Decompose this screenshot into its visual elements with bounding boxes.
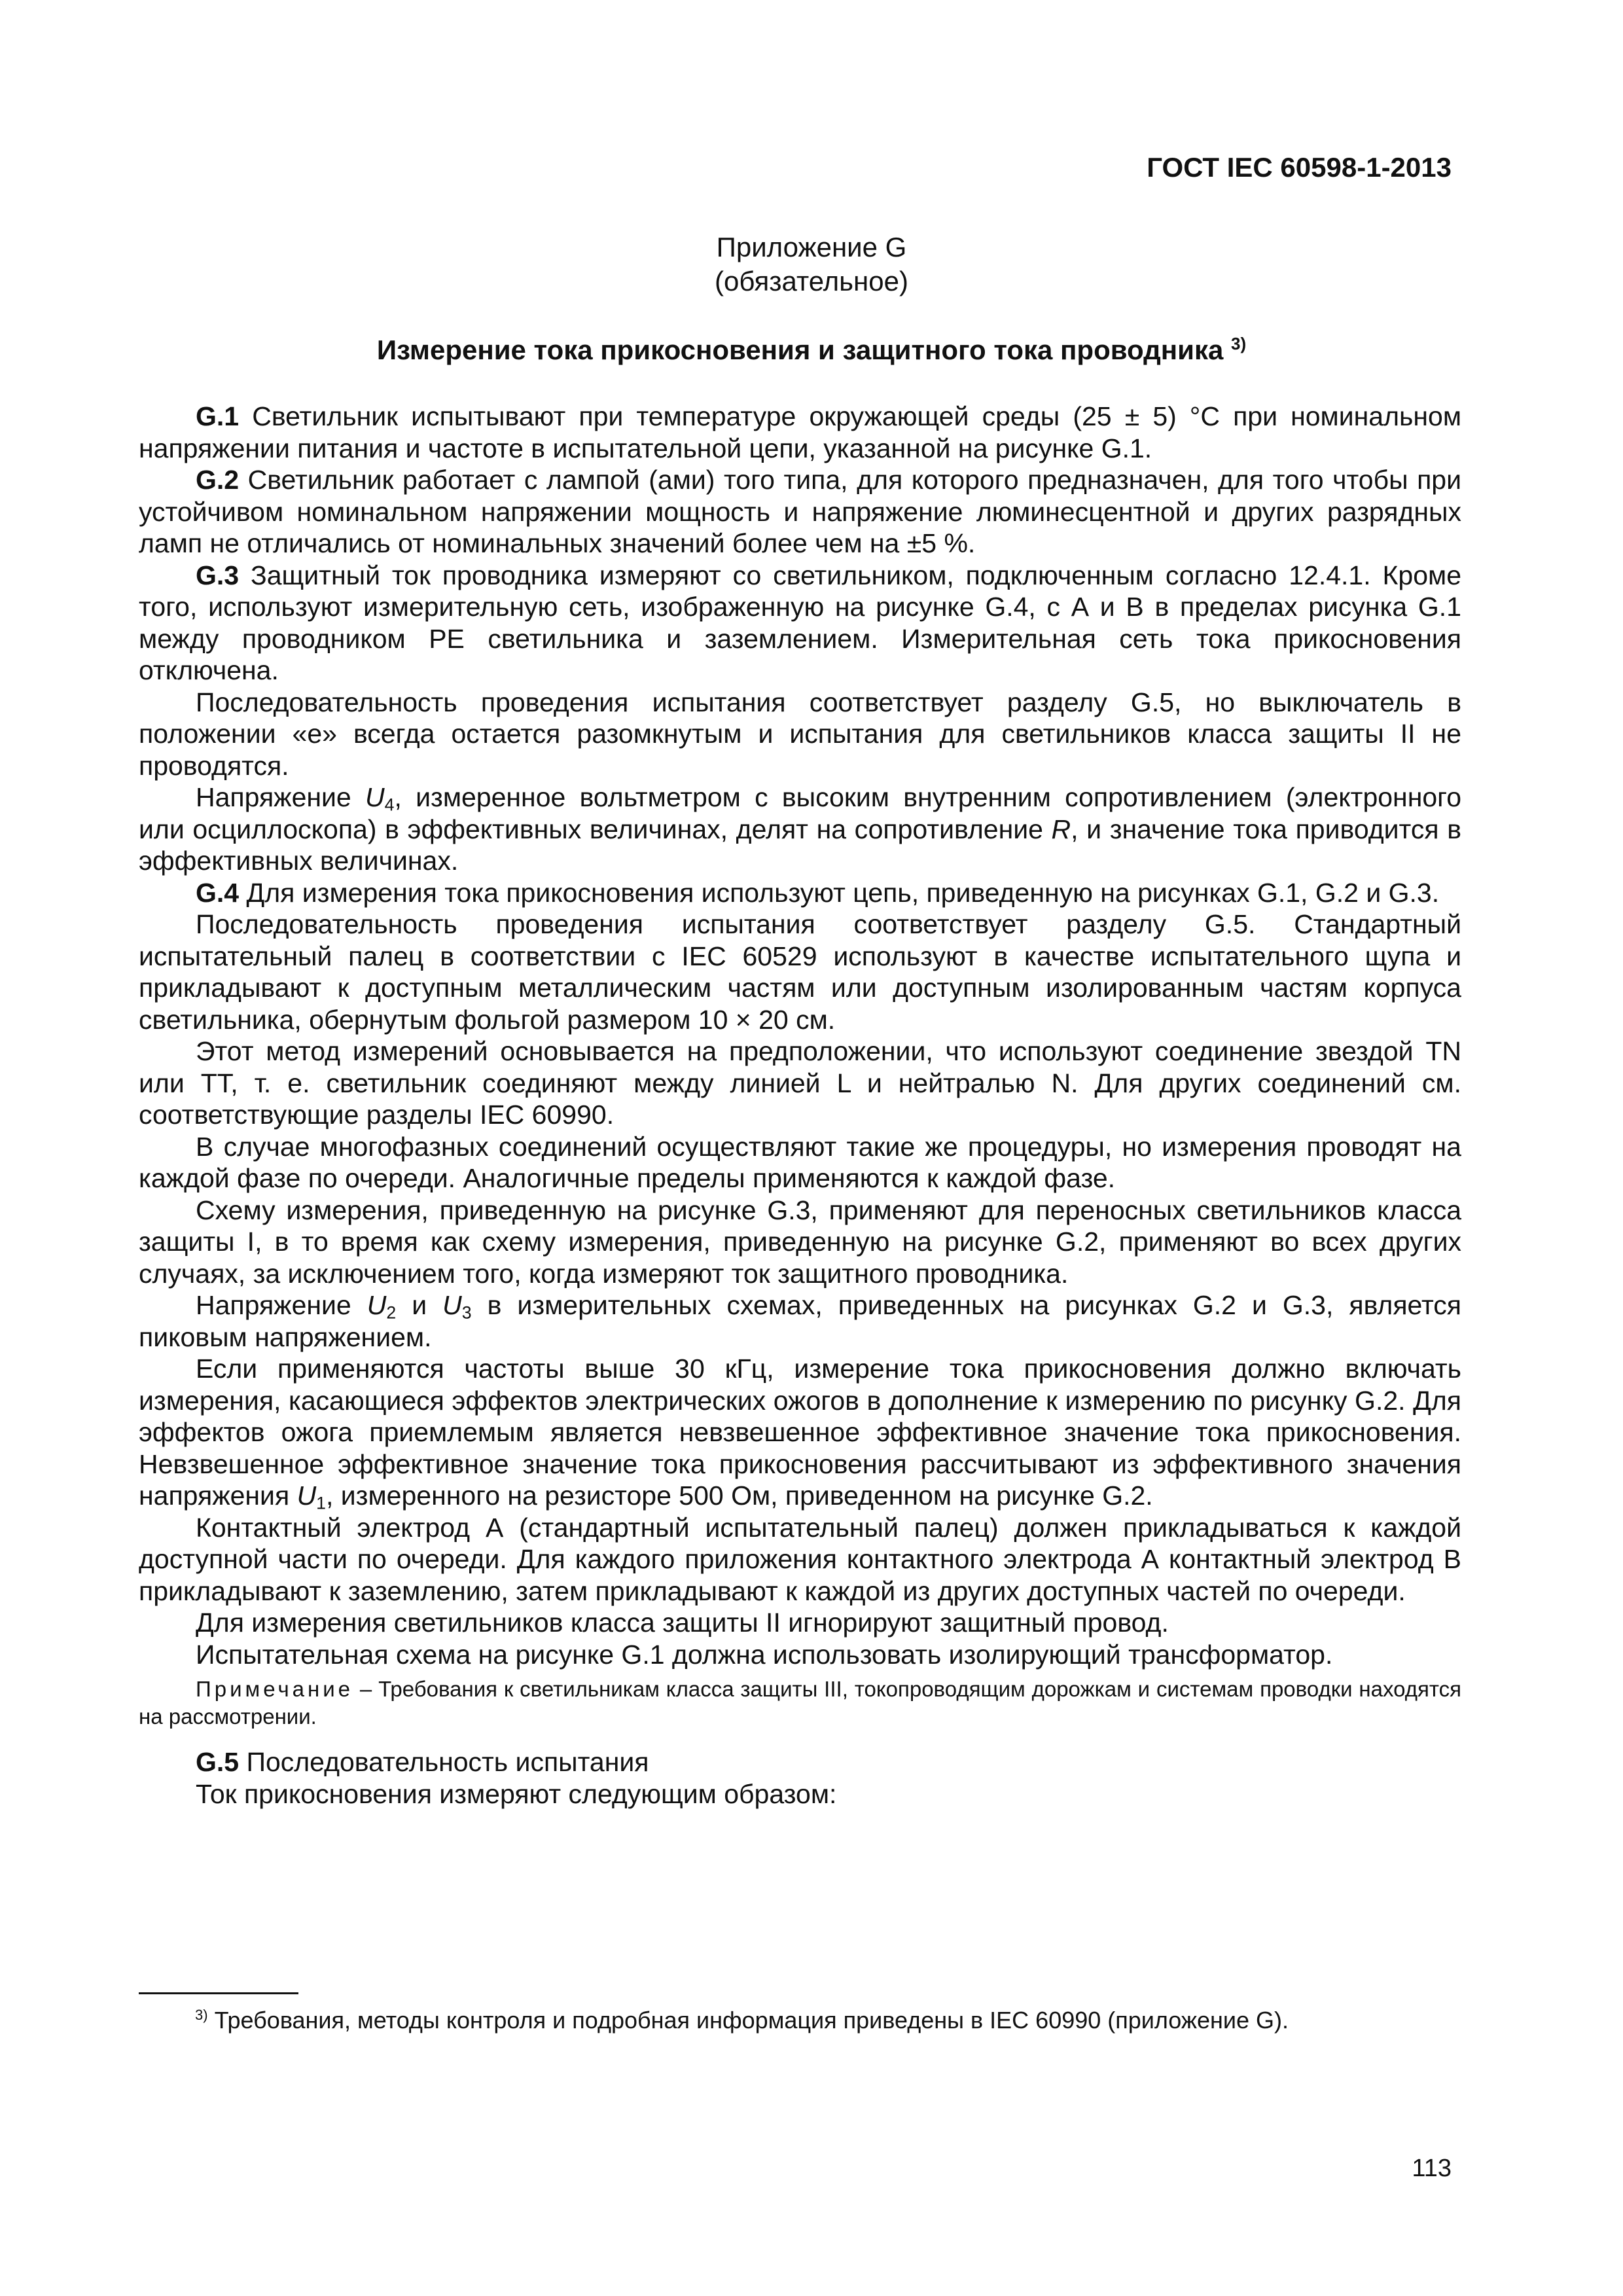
text-run: и xyxy=(396,1290,443,1320)
annex-body xyxy=(139,401,1461,1810)
clause-g5 xyxy=(139,1746,1461,1778)
math-variable: U xyxy=(442,1290,462,1320)
math-variable: R xyxy=(1051,814,1071,844)
clause-number: G.3 xyxy=(196,560,240,590)
paragraph xyxy=(139,781,1461,877)
paragraph: Контактный электрод А (стандартный испытательный палец) должен прикладываться к каждой доступной части по очереди. Для каждого приложения контактного электрода А контактный электрод В прикладывают к заземлению, затем прикладывают к каждой из других доступных частей по очереди. xyxy=(139,1512,1461,1606)
annex-subject xyxy=(0,334,1623,366)
math-variable: U xyxy=(296,1480,317,1511)
text-run: Если применяются частоты выше 30 кГц, измерение тока прикосновения должно включать измерения, касающиеся эффектов электрических ожогов в дополнение к измерению по рисунку G.2. Для эффектов ожога приемлемым является невзвешенное эффективное значение тока прикосновения. Невзвешенное эффективное значение тока прикосновения рассчитывают из эффективного значения напряжения xyxy=(139,1354,1461,1511)
paragraph: Этот метод измерений основывается на предположении, что используют соединение звездой TN или TT, т. е. светильник соединяют между линией L и нейтралью N. Для других соединений см. соответствующие разделы IEC 60990. xyxy=(139,1036,1461,1130)
paragraph xyxy=(139,1353,1461,1512)
math-variable: U xyxy=(365,782,385,812)
annex-status: (обязательное) xyxy=(715,266,908,296)
annex-title: Приложение G xyxy=(716,232,907,262)
text-run: Напряжение xyxy=(196,1290,367,1320)
clause-title: Последовательность испытания xyxy=(239,1747,649,1777)
footnote xyxy=(195,2007,1289,2034)
paragraph xyxy=(139,1289,1461,1353)
clause-number: G.1 xyxy=(196,401,240,431)
math-subscript: 1 xyxy=(316,1493,326,1513)
text-run: , и значение тока приводится в эффективных величинах. xyxy=(139,814,1461,876)
clause-text: Светильник работает с лампой (ами) того типа, для которого предназначен, для того чтобы при устойчивом номинальном напряжении мощность и напряжение люминесцентной и других разрядных ламп не отличались от номинальных значений более чем на ±5 %. xyxy=(139,465,1461,558)
text-run: , измеренного на резисторе 500 Ом, приведенном на рисунке G.2. xyxy=(326,1480,1153,1511)
text-run: Напряжение xyxy=(196,782,366,812)
clause-g4 xyxy=(139,877,1461,909)
paragraph: Испытательная схема на рисунке G.1 должна использовать изолирующий трансформатор. xyxy=(196,1639,1333,1670)
clause-g1 xyxy=(139,401,1461,464)
clause-number: G.2 xyxy=(196,465,240,495)
note-text: – Требования к светильникам класса защиты III, токопроводящим дорожкам и системам проводки находятся на рассмотрении. xyxy=(139,1677,1461,1729)
clause-text: Светильник испытывают при температуре окружающей среды (25 ± 5) °С при номинальном напряжении питания и частоте в испытательной цепи, указанной на рисунке G.1. xyxy=(139,401,1461,463)
note xyxy=(139,1676,1461,1731)
math-subscript: 4 xyxy=(384,795,395,815)
text-run: в измерительных схемах, приведенных на рисунках G.2 и G.3, является пиковым напряжением. xyxy=(139,1290,1462,1352)
note-label: Примечание xyxy=(196,1677,354,1701)
math-variable: U xyxy=(366,1290,387,1320)
clause-g3 xyxy=(139,560,1461,687)
footnote-ref: 3) xyxy=(195,2007,208,2023)
clause-g2 xyxy=(139,464,1461,560)
footnote-text: Требования, методы контроля и подробная информация приведены в IEC 60990 (приложение G). xyxy=(207,2007,1289,2034)
paragraph: В случае многофазных соединений осуществляют такие же процедуры, но измерения проводят на каждой фазе по очереди. Аналогичные пределы применяются к каждой фазе. xyxy=(139,1131,1461,1193)
paragraph: Для измерения светильников класса защиты II игнорируют защитный провод. xyxy=(196,1607,1169,1638)
footnote-marker: 3) xyxy=(1231,334,1247,353)
math-subscript: 2 xyxy=(386,1302,397,1323)
clause-text: Для измерения тока прикосновения используют цепь, приведенную на рисунках G.1, G.2 и G.3. xyxy=(239,877,1440,908)
text-run: , измеренное вольтметром с высоким внутренним сопротивлением (электронного или осциллоскопа) в эффективных величинах, делят на сопротивление xyxy=(139,782,1462,844)
annex-heading xyxy=(0,230,1623,298)
math-subscript: 3 xyxy=(461,1302,472,1323)
page-number: 113 xyxy=(1412,2155,1452,2182)
clause-number: G.5 xyxy=(196,1747,240,1777)
document-code: ГОСТ IEC 60598-1-2013 xyxy=(1147,152,1452,183)
clause-text: Защитный ток проводника измеряют со светильником, подключенным согласно 12.4.1. Кроме того, используют измерительную сеть, изображенную на рисунке G.4, с А и В в пределах рисунка G.1 между проводником PE светильника и заземлением. Измерительная сеть тока прикосновения отключена. xyxy=(139,560,1461,685)
clause-number: G.4 xyxy=(196,877,240,908)
paragraph: Последовательность проведения испытания соответствует разделу G.5, но выключатель в положении «е» всегда остается разомкнутым и испытания для светильников класса защиты II не проводятся. xyxy=(139,687,1461,781)
paragraph: Схему измерения, приведенную на рисунке G.3, применяют для переносных светильников класса защиты I, в то время как схему измерения, приведенную на рисунке G.2, применяют во всех других случаях, за исключением того, когда измеряют ток защитного проводника. xyxy=(139,1194,1461,1289)
paragraph: Ток прикосновения измеряют следующим образом: xyxy=(196,1778,837,1809)
footnote-separator xyxy=(139,1992,298,1994)
annex-subject-text: Измерение тока прикосновения и защитного тока проводника xyxy=(376,334,1224,365)
paragraph: Последовательность проведения испытания соответствует разделу G.5. Стандартный испытательный палец в соответствии с IEC 60529 используют в качестве испытательного щупа и прикладывают к доступным металлическим частям или доступным изолированным частям корпуса светильника, обернутым фольгой размером 10 × 20 см. xyxy=(139,909,1461,1035)
